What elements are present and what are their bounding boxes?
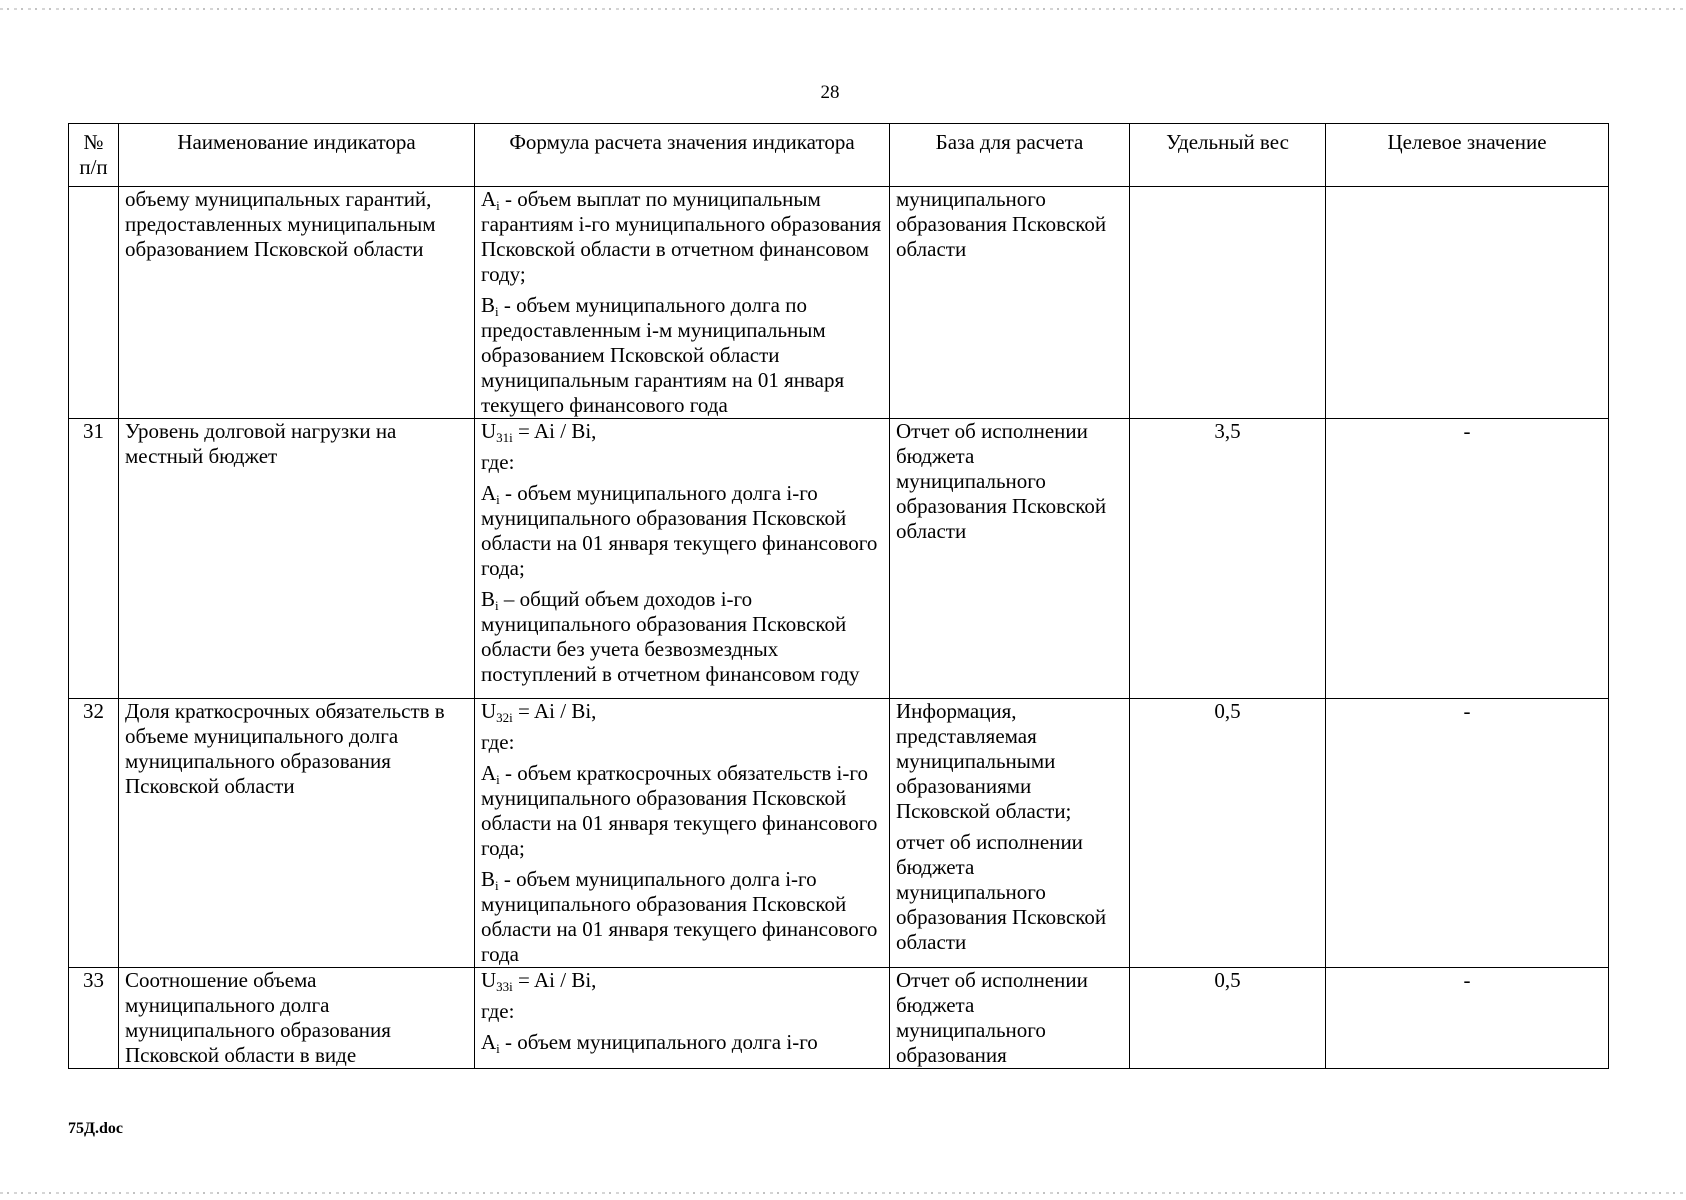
row-number — [69, 187, 119, 419]
formula-variable: A — [481, 187, 497, 211]
formula-paragraph — [481, 761, 883, 861]
table-row — [69, 968, 1609, 1069]
row-number: 32 — [69, 699, 119, 968]
formula-text: где: — [481, 730, 515, 754]
header-formula: Формула расчета значения индикатора — [475, 124, 890, 187]
formula-cell — [475, 699, 890, 968]
formula-text: - объем муниципального долга i-го — [499, 1030, 818, 1054]
target-value: - — [1326, 699, 1609, 968]
formula-subscript: i — [496, 772, 500, 787]
formula-text: - объем муниципального долга по предоставленным i-м муниципальным образованием Псковской области муниципальным гарантиям на 01 января текущего финансового года — [481, 293, 845, 417]
formula-subscript: i — [496, 492, 500, 507]
formula-text: где: — [481, 450, 515, 474]
formula-text: = Ai / Bi, — [512, 968, 597, 992]
formula-cell — [475, 187, 890, 419]
formula-variable: B — [481, 867, 496, 891]
header-weight: Удельный вес — [1130, 124, 1326, 187]
formula-variable: U — [481, 419, 497, 443]
target-value — [1326, 187, 1609, 419]
table-body — [69, 187, 1609, 1069]
row-number: 33 — [69, 968, 119, 1069]
page-number: 28 — [820, 82, 840, 103]
file-name-footer: 75Д.doc — [68, 1120, 124, 1137]
formula-variable: A — [481, 481, 497, 505]
header-name: Наименование индикатора — [119, 124, 475, 187]
table-header-row — [69, 124, 1609, 187]
formula-paragraph — [481, 968, 883, 993]
formula-cell — [475, 968, 890, 1069]
formula-text: - объем выплат по муниципальным гарантиям i-го муниципального образования Псковской области в отчетном финансовом году; — [481, 187, 882, 286]
formula-subscript: 32i — [496, 710, 513, 725]
formula-text: – общий объем доходов i-го муниципального образования Псковской области без учета безвозмездных поступлений в отчетном финансовом году — [481, 587, 860, 686]
target-value: - — [1326, 968, 1609, 1069]
header-base: База для расчета — [890, 124, 1130, 187]
base-paragraph: Информация, представляемая муниципальными образованиями Псковской области; — [896, 699, 1072, 823]
indicator-name: Соотношение объема муниципального долга муниципального образования Псковской области в виде — [119, 968, 475, 1069]
formula-paragraph — [481, 419, 883, 444]
formula-subscript: i — [495, 304, 499, 319]
scan-edge-top — [0, 8, 1686, 10]
formula-subscript: i — [495, 878, 499, 893]
base-cell — [890, 968, 1130, 1069]
base-paragraph: Отчет об исполнении бюджета муниципального образования Псковской области — [896, 419, 1107, 543]
formula-text: - объем муниципального долга i-го муниципального образования Псковской области на 01 января текущего финансового года; — [481, 481, 878, 580]
formula-paragraph — [481, 730, 883, 755]
formula-text: = Ai / Bi, — [512, 699, 597, 723]
base-paragraph: муниципального образования Псковской области — [896, 187, 1107, 261]
formula-paragraph — [481, 450, 883, 475]
weight-value: 0,5 — [1130, 699, 1326, 968]
formula-text: = Ai / Bi, — [512, 419, 597, 443]
formula-subscript: i — [496, 198, 500, 213]
formula-paragraph — [481, 187, 883, 287]
header-num: № п/п — [69, 124, 119, 187]
formula-paragraph — [481, 293, 883, 418]
scan-edge-bottom — [0, 1192, 1686, 1194]
weight-value: 0,5 — [1130, 968, 1326, 1069]
formula-paragraph — [481, 867, 883, 967]
base-cell — [890, 419, 1130, 699]
indicator-name: Уровень долговой нагрузки на местный бюджет — [119, 419, 475, 699]
indicator-name: Доля краткосрочных обязательств в объеме муниципального долга муниципального образования Псковской области — [119, 699, 475, 968]
table-row — [69, 187, 1609, 419]
base-paragraph: Отчет об исполнении бюджета муниципального образования — [896, 968, 1088, 1067]
formula-subscript: 31i — [496, 430, 513, 445]
base-paragraph: отчет об исполнении бюджета муниципального образования Псковской области — [896, 830, 1107, 954]
weight-value — [1130, 187, 1326, 419]
header-target: Целевое значение — [1326, 124, 1609, 187]
formula-paragraph — [481, 1030, 883, 1055]
base-cell — [890, 699, 1130, 968]
indicators-table — [68, 123, 1609, 1069]
formula-variable: A — [481, 1030, 497, 1054]
table-row — [69, 699, 1609, 968]
row-number: 31 — [69, 419, 119, 699]
formula-variable: B — [481, 587, 496, 611]
formula-variable: A — [481, 761, 497, 785]
formula-paragraph — [481, 999, 883, 1024]
indicator-name: объему муниципальных гарантий, предоставленных муниципальным образованием Псковской области — [119, 187, 475, 419]
base-cell — [890, 187, 1130, 419]
target-value: - — [1326, 419, 1609, 699]
formula-subscript: 33i — [496, 979, 513, 994]
formula-text: - объем муниципального долга i-го муниципального образования Псковской области на 01 января текущего финансового года — [481, 867, 878, 966]
formula-subscript: i — [495, 598, 499, 613]
formula-variable: B — [481, 293, 496, 317]
formula-text: - объем краткосрочных обязательств i-го муниципального образования Псковской области на 01 января текущего финансового года; — [481, 761, 878, 860]
formula-subscript: i — [496, 1041, 500, 1056]
formula-cell — [475, 419, 890, 699]
formula-paragraph — [481, 587, 883, 687]
formula-paragraph — [481, 481, 883, 581]
formula-variable: U — [481, 699, 497, 723]
formula-paragraph — [481, 699, 883, 724]
weight-value: 3,5 — [1130, 419, 1326, 699]
formula-variable: U — [481, 968, 497, 992]
formula-text: где: — [481, 999, 515, 1023]
table-row — [69, 419, 1609, 699]
